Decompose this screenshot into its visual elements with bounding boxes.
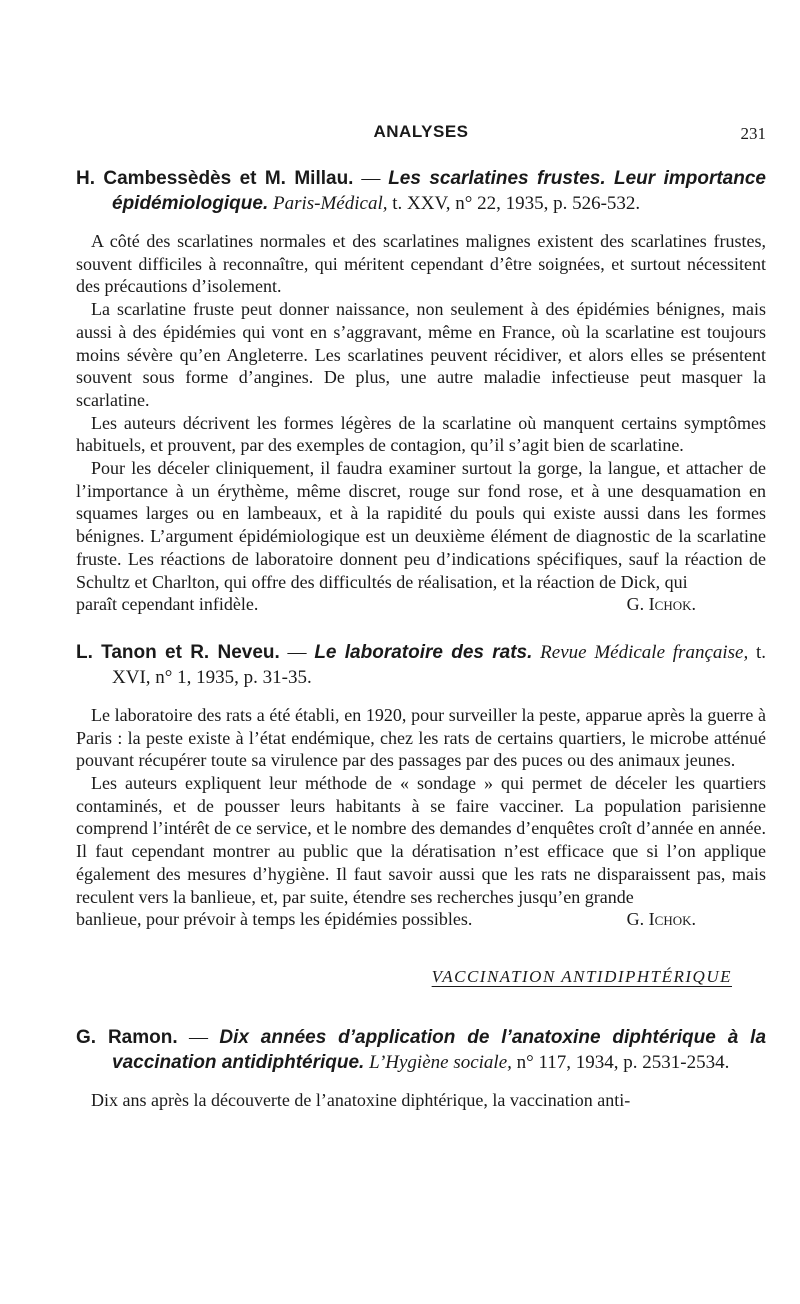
entry-title: Le laboratoire des rats. bbox=[314, 641, 533, 663]
entry-authors: G. Ramon. bbox=[76, 1026, 178, 1048]
page-number: 231 bbox=[740, 124, 766, 143]
abstract-paragraph: Les auteurs expliquent leur méthode de « sondage » qui permet de déceler les quartiers contaminés, et de pousser leurs habitants à se faire vacciner. La population parisienne comprend l’intérêt de ce service, et le nombre des demandes d’enquêtes croît d’année en année. Il faut cependant montrer au public que la dératisation n’est efficace que si l’on applique également des mesures d’hygiène. Il faut savoir aussi que les rats ne disparaissent pas, mais reculent vers la banlieue, et, par suite, étendre ses recherches jusqu’en grande bbox=[76, 773, 766, 907]
journal-name: Revue Médicale française, bbox=[540, 641, 749, 663]
abstract-paragraph: Dix ans après la découverte de l’anatoxine diphtérique, la vaccination anti- bbox=[91, 1089, 631, 1110]
entry-heading bbox=[76, 640, 766, 690]
abstract-entry bbox=[76, 166, 766, 616]
abstract-paragraph: Les auteurs décrivent les formes légères de la scarlatine où manquent certains symptômes habituels, et prouvent, par des exemples de contagion, qu’il s’agit bien de scarlatine. bbox=[76, 412, 766, 456]
abstract-paragraph: Pour les déceler cliniquement, il faudra examiner surtout la gorge, la langue, et attacher de l’importance à un érythème, même discret, rouge sur fond rose, et à une desquamation en squames larges ou en lambeaux, et à la rapidité du pouls qui existe aussi dans les formes bénignes. L’argument épidémiologique est un deuxième élément de diagnostic de la scarlatine fruste. Les réactions de laboratoire donnent peu d’indications spécifiques, sauf la réaction de Schultz et Charlton, qui offre des difficultés de réalisation, et la réaction de Dick, qui bbox=[76, 458, 766, 592]
entry-heading bbox=[76, 166, 766, 216]
journal-reference: n° 117, 1934, p. 2531-2534. bbox=[516, 1051, 730, 1073]
running-head: ANALYSES bbox=[373, 122, 469, 141]
abstract-entry bbox=[76, 1025, 766, 1112]
abstract-paragraph: La scarlatine fruste peut donner naissance, non seulement à des épidémies bénignes, mais aussi à des épidémies qui vont en s’aggravant, même en France, où la scarlatine est toujours moins sévère qu’en Angleterre. Les scarlatines peuvent récidiver, et alors elles se présentent souvent sous forme d’angines. De plus, une autre maladie infectieuse peut masquer la scarlatine. bbox=[76, 299, 766, 410]
entry-title: Dix années d’application de l’anatoxine diphtérique à la vaccination antidiphtérique. bbox=[112, 1026, 767, 1073]
journal-name: L’Hygiène sociale, bbox=[369, 1051, 512, 1073]
entry-authors: H. Cambessèdès et M. Millau. bbox=[76, 168, 354, 189]
reviewer-signature: G. Ichok. bbox=[626, 594, 696, 615]
page-header bbox=[76, 122, 766, 146]
journal-name: Paris-Médical, bbox=[272, 193, 388, 214]
section-title-text: VACCINATION ANTIDIPHTÉRIQUE bbox=[431, 966, 732, 986]
journal-reference: t. XXV, n° 22, 1935, p. 526-532. bbox=[392, 193, 641, 214]
signature-line bbox=[76, 908, 766, 931]
entry-title: Les scarlatines frustes. Leur importance épidémiologique. bbox=[112, 168, 766, 214]
abstract-last-line: paraît cependant infidèle. bbox=[76, 594, 259, 615]
abstract-paragraph: A côté des scarlatines normales et des scarlatines malignes existent des scarlatines frustes, souvent difficiles à reconnaître, qui méritent cependant d’être soignées, et surtout nécessitent des précautions d’isolement. bbox=[76, 231, 766, 297]
journal-reference: t. XVI, n° 1, 1935, p. 31-35. bbox=[112, 641, 767, 688]
heading-dash: — bbox=[279, 641, 315, 663]
entry-heading bbox=[76, 1025, 766, 1075]
heading-dash: — bbox=[177, 1026, 220, 1048]
signature-line bbox=[76, 593, 766, 616]
abstract-entry bbox=[76, 640, 766, 931]
abstract-paragraph: Le laboratoire des rats a été établi, en 1920, pour surveiller la peste, apparue après la guerre à Paris : la peste existe à l’état endémique, chez les rats de certains quartiers, le microbe atténué pouvant récupérer toute sa virulence par des passages par des puces ou des animaux jeunes. bbox=[76, 704, 766, 771]
heading-dash: — bbox=[353, 168, 389, 189]
page-body bbox=[76, 166, 766, 1112]
reviewer-signature: G. Ichok. bbox=[626, 909, 696, 930]
abstract-last-line: banlieue, pour prévoir à temps les épidémies possibles. bbox=[76, 909, 473, 930]
entry-authors: L. Tanon et R. Neveu. bbox=[76, 641, 280, 663]
section-title bbox=[76, 967, 766, 987]
